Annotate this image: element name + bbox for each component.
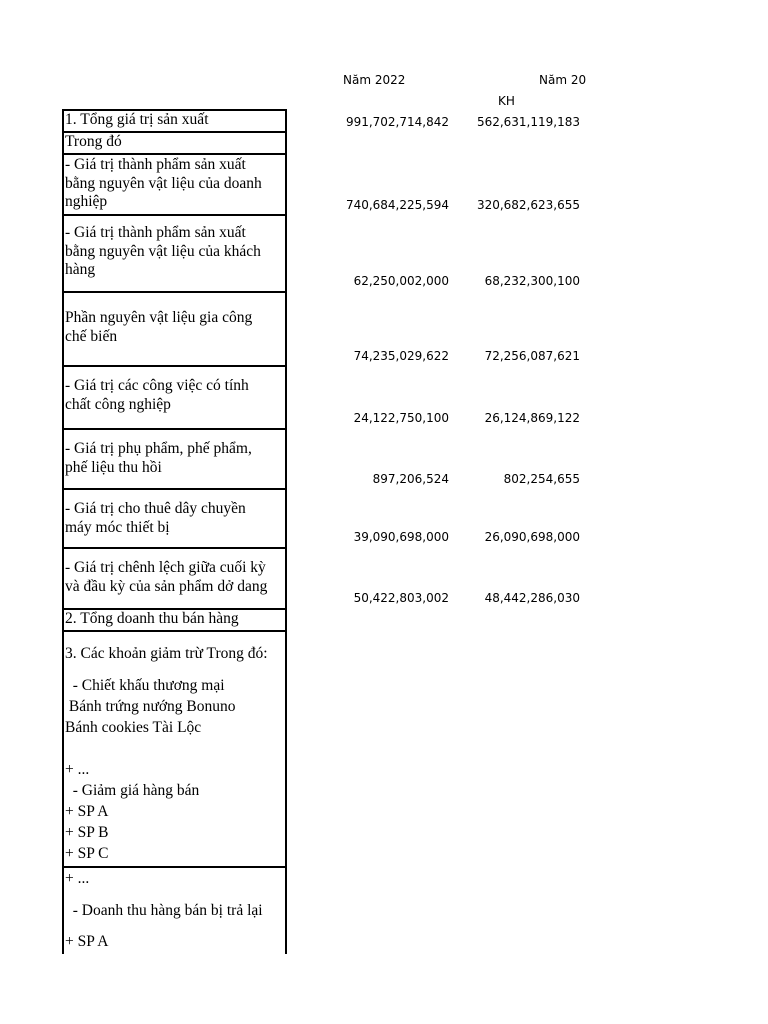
row-work-in-progress-change: [64, 549, 285, 610]
row-total-sales-revenue: [64, 610, 285, 632]
value-plan-processing-materials: 72,256,087,621: [484, 349, 580, 363]
row-of-which: [64, 133, 285, 155]
row-label-line: bằng nguyên vật liệu của khách: [65, 242, 261, 260]
row-label-line: nghiệp: [65, 193, 108, 210]
row-label-line: 3. Các khoản giảm trừ Trong đó:: [65, 645, 268, 662]
value-plan-total-production: 562,631,119,183: [476, 115, 580, 129]
row-label-line: + ...: [65, 870, 90, 887]
row-label-line: - Giảm giá hàng bán: [65, 782, 200, 799]
row-finished-goods-own-materials: [64, 155, 285, 216]
value-plan-wip-change: 48,442,286,030: [484, 591, 580, 605]
row-deductions: [64, 632, 285, 868]
row-label-line: 1. Tổng giá trị sản xuất: [65, 111, 209, 128]
row-label-line: - Giá trị phụ phẩm, phế phẩm,: [65, 440, 252, 457]
row-label-line: + SP A: [65, 933, 109, 950]
header-year-2022: Năm 2022: [343, 73, 406, 87]
row-label-line: [65, 664, 285, 675]
row-label-line: - Giá trị thành phẩm sản xuất: [65, 156, 246, 173]
row-label-line: 2. Tổng doanh thu bán hàng: [65, 610, 239, 627]
value-plan-equipment-rental: 26,090,698,000: [484, 530, 580, 544]
row-label-line: - Doanh thu hàng bán bị trả lại: [65, 902, 263, 919]
value-plan-by-products: 802,254,655: [503, 472, 580, 486]
header-plan-label: KH: [498, 94, 515, 108]
row-label-line: - Giá trị các công việc có tính: [65, 377, 249, 394]
row-label-line: - Giá trị cho thuê dây chuyền: [65, 500, 246, 517]
value-2022-by-products: 897,206,524: [372, 472, 449, 486]
value-plan-finished-goods-own: 320,682,623,655: [476, 198, 580, 212]
row-label-line: chế biến: [65, 327, 118, 345]
row-label-line: Trong đó: [65, 133, 122, 150]
row-label-line: [65, 889, 285, 900]
row-label-line: + ...: [65, 761, 90, 778]
value-2022-wip-change: 50,422,803,002: [353, 591, 449, 605]
row-label-line: máy móc thiết bị: [65, 518, 170, 536]
row-label-line: + SP A: [65, 803, 109, 820]
row-by-products-scrap: [64, 430, 285, 490]
row-label-line: bằng nguyên vật liệu của doanh: [65, 174, 262, 192]
value-2022-finished-goods-customer: 62,250,002,000: [353, 274, 449, 288]
row-label-line: - Chiết khấu thương mại: [65, 677, 225, 694]
row-finished-goods-customer-materials: [64, 216, 285, 293]
row-processing-materials: [64, 293, 285, 367]
indicator-label-column: [62, 109, 287, 954]
row-label-line: Bánh trứng nướng Bonuno: [65, 698, 236, 715]
row-label-line: + SP C: [65, 845, 109, 862]
row-label-line: hàng: [65, 261, 96, 278]
row-label-line: phế liệu thu hồi: [65, 458, 162, 476]
value-2022-processing-materials: 74,235,029,622: [353, 349, 449, 363]
row-label-line: chất công nghiệp: [65, 395, 171, 413]
row-label-line: [65, 921, 285, 931]
row-label-line: [65, 738, 285, 759]
row-label-line: và đầu kỳ của sản phẩm dở dang: [65, 577, 268, 595]
value-plan-finished-goods-customer: 68,232,300,100: [484, 274, 580, 288]
header-year-plan: Năm 20: [539, 73, 587, 87]
value-plan-industrial-works: 26,124,869,122: [484, 411, 580, 425]
row-industrial-works: [64, 367, 285, 430]
row-label-line: Bánh cookies Tài Lộc: [65, 719, 202, 736]
value-2022-equipment-rental: 39,090,698,000: [353, 530, 449, 544]
row-label-line: Phần nguyên vật liệu gia công: [65, 309, 253, 326]
row-label-line: - Giá trị chênh lệch giữa cuối kỳ: [65, 559, 266, 576]
row-equipment-rental: [64, 490, 285, 549]
value-2022-finished-goods-own: 740,684,225,594: [345, 198, 449, 212]
row-label-line: - Giá trị thành phẩm sản xuất: [65, 224, 246, 241]
value-2022-industrial-works: 24,122,750,100: [353, 411, 449, 425]
row-total-production-value: [64, 111, 285, 133]
value-2022-total-production: 991,702,714,842: [345, 115, 449, 129]
row-label-line: + SP B: [65, 824, 109, 841]
row-returned-goods: [64, 868, 285, 954]
